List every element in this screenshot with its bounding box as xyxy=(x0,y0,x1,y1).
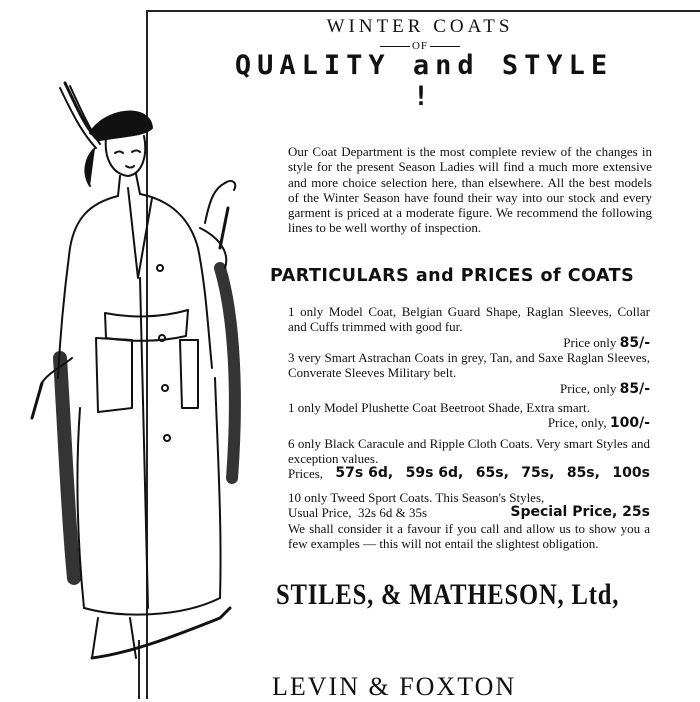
price-100s: 100s xyxy=(612,465,650,481)
header-of-rule-right xyxy=(430,46,460,47)
firm-name: STILES, & MATHESON, Ltd, xyxy=(276,578,620,611)
frame-top-rule xyxy=(146,10,700,12)
tweed-usual-price: 32s 6d & 35s xyxy=(358,505,428,521)
price-57s: 57s 6d, xyxy=(335,465,394,481)
item-astrachan-coats xyxy=(288,350,650,397)
item-text: 3 very Smart Astrachan Coats in grey, Tan, and Saxe Raglan Sleeves, Converate Sleeves Military belt. xyxy=(288,350,650,381)
item-price-line xyxy=(288,415,650,431)
item-text: 6 only Black Caracule and Ripple Cloth Coats. Very smart Styles and exception values. xyxy=(288,436,650,467)
header-of-text: OF xyxy=(411,40,429,52)
header-quality-style: QUALITY and STYLE ! xyxy=(234,50,614,112)
item-plushette-coat xyxy=(288,400,650,432)
item-text: 1 only Model Plushette Coat Beetroot Shade, Extra smart. xyxy=(288,400,590,415)
particulars-heading: PARTICULARS and PRICES of COATS xyxy=(270,266,635,286)
town-name: LEVIN & FOXTON xyxy=(272,672,517,701)
closing-text: We shall consider it a favour if you call and allow us to show you a few examples — this will not entail the slightest obligation. xyxy=(288,520,650,551)
price-label: Price only xyxy=(563,334,617,350)
price-value: 85/- xyxy=(619,334,650,351)
header-winter-coats: WINTER COATS xyxy=(326,16,514,37)
item-price-line xyxy=(288,335,650,351)
item-caracule-coats xyxy=(288,436,650,467)
price-label: Price, only, xyxy=(547,415,607,431)
price-value: 100/- xyxy=(609,415,650,432)
tweed-special-price: Special Price, 25s xyxy=(510,504,650,521)
item-model-coat xyxy=(288,304,650,351)
price-value: 85/- xyxy=(619,380,650,397)
price-85s: 85s, xyxy=(566,465,600,481)
header-of-rule-left xyxy=(380,46,410,47)
prices-label: Prices, xyxy=(288,466,324,481)
prices-row xyxy=(288,466,650,481)
price-59s: 59s 6d, xyxy=(405,465,464,481)
price-65s: 65s, xyxy=(475,465,509,481)
intro-paragraph: Our Coat Department is the most complete review of the changes in style for the present Season Ladies will find a much more extensive and more choice selection here, than elsewhere. All the best models of the Winter Season have found their way into our stock and every garment is priced at a moderate figure. We recommend the following lines to be well worthy of inspection. xyxy=(288,144,652,236)
tweed-line1: 10 only Tweed Sport Coats. This Season's Styles, xyxy=(288,490,545,505)
item-price-line xyxy=(288,381,650,397)
lady-in-coat-illustration xyxy=(20,78,270,668)
price-label: Price, only xyxy=(560,380,617,396)
item-tweed-coats xyxy=(288,490,650,551)
price-75s: 75s, xyxy=(521,465,555,481)
tweed-usual-label: Usual Price, xyxy=(288,505,352,521)
item-text: 1 only Model Coat, Belgian Guard Shape, Raglan Sleeves, Collar and Cuffs trimmed with good fur. xyxy=(288,304,650,335)
